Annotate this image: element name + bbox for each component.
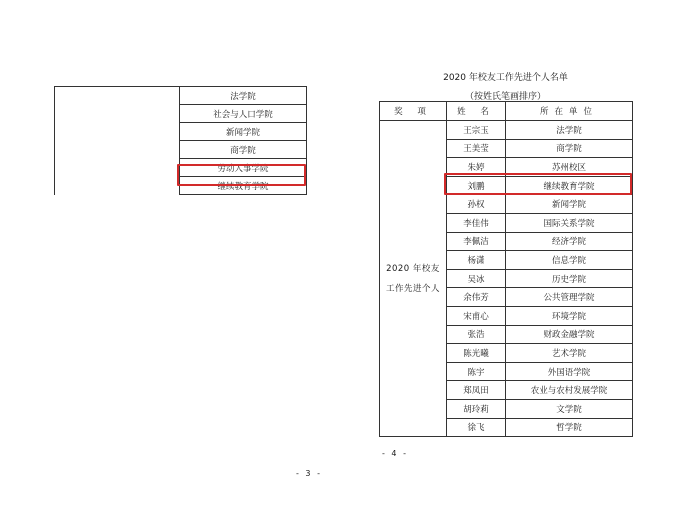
unit-cell: 文学院 <box>506 399 633 418</box>
name-cell: 朱婷 <box>447 158 506 177</box>
left-unit-cell: 新闻学院 <box>180 123 307 141</box>
left-unit-cell: 继续教育学院 <box>180 177 307 195</box>
header-name: 姓 名 <box>447 102 506 121</box>
unit-cell: 继续教育学院 <box>506 176 633 195</box>
unit-cell: 艺术学院 <box>506 344 633 363</box>
table-header-row <box>380 102 633 121</box>
name-cell: 王宗玉 <box>447 121 506 140</box>
name-cell: 宋甫心 <box>447 306 506 325</box>
unit-cell: 苏州校区 <box>506 158 633 177</box>
header-award: 奖 项 <box>380 102 447 121</box>
unit-cell: 财政金融学院 <box>506 325 633 344</box>
name-cell: 陈宇 <box>447 362 506 381</box>
left-unit-cell: 法学院 <box>180 87 307 105</box>
name-cell: 张浩 <box>447 325 506 344</box>
highlight-box-left <box>177 164 306 186</box>
award-line-1: 2020 年校友 <box>386 263 440 274</box>
page-number-right: - 4 - <box>382 449 408 458</box>
award-table <box>379 101 633 437</box>
left-unit-cell: 劳动人事学院 <box>180 159 307 177</box>
unit-cell: 历史学院 <box>506 269 633 288</box>
award-line-2: 工作先进个人 <box>385 283 440 294</box>
header-unit: 所在单位 <box>506 102 633 121</box>
left-blank-cell <box>55 87 180 195</box>
name-cell: 余伟芳 <box>447 288 506 307</box>
name-cell: 杨潇 <box>447 251 506 270</box>
document-subtitle: （按姓氏笔画排序） <box>464 92 546 102</box>
unit-cell: 法学院 <box>506 121 633 140</box>
left-table-row <box>55 87 307 105</box>
name-cell: 徐飞 <box>447 418 506 437</box>
name-cell: 刘鹏 <box>447 176 506 195</box>
left-unit-cell: 商学院 <box>180 141 307 159</box>
name-cell: 王美莹 <box>447 139 506 158</box>
highlight-box-right <box>444 173 632 195</box>
unit-cell: 哲学院 <box>506 418 633 437</box>
unit-cell: 外国语学院 <box>506 362 633 381</box>
name-cell: 吴冰 <box>447 269 506 288</box>
name-cell: 李佩洁 <box>447 232 506 251</box>
unit-cell: 环境学院 <box>506 306 633 325</box>
unit-cell: 农业与农村发展学院 <box>506 381 633 400</box>
page-number-left: - 3 - <box>296 469 322 478</box>
unit-cell: 国际关系学院 <box>506 213 633 232</box>
unit-cell: 信息学院 <box>506 251 633 270</box>
table-row <box>380 121 633 140</box>
name-cell: 孙权 <box>447 195 506 214</box>
unit-cell: 新闻学院 <box>506 195 633 214</box>
name-cell: 郑凤田 <box>447 381 506 400</box>
name-cell: 李佳伟 <box>447 213 506 232</box>
unit-cell: 经济学院 <box>506 232 633 251</box>
name-cell: 胡玲莉 <box>447 399 506 418</box>
unit-cell: 商学院 <box>506 139 633 158</box>
unit-cell: 公共管理学院 <box>506 288 633 307</box>
award-category-cell <box>380 121 447 437</box>
document-title: 2020 年校友工作先进个人名单 <box>443 73 568 83</box>
name-cell: 陈光曦 <box>447 344 506 363</box>
left-unit-cell: 社会与人口学院 <box>180 105 307 123</box>
